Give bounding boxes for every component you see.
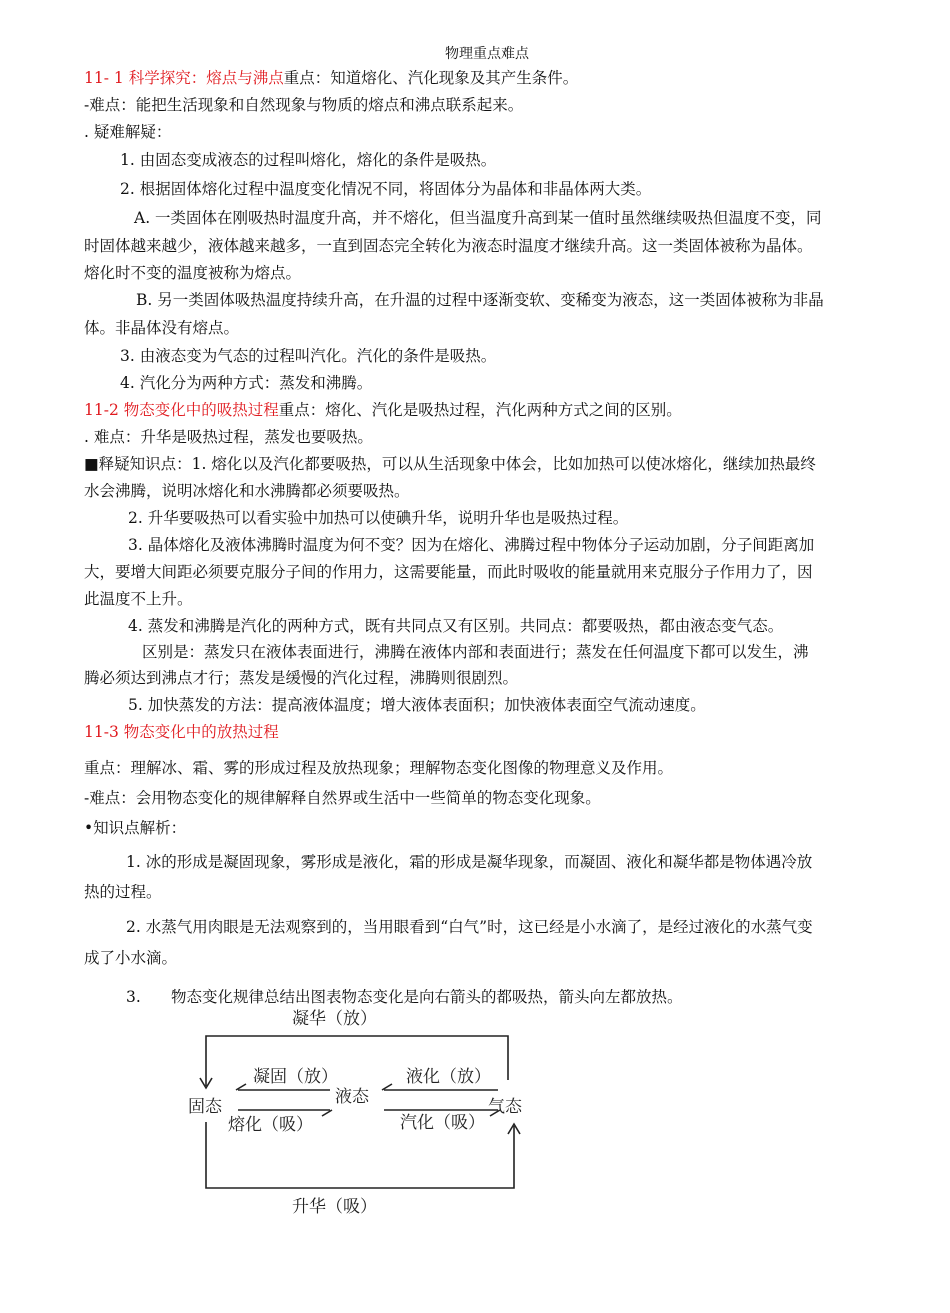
solidify-arrowhead xyxy=(236,1084,246,1090)
paragraph: 体。非晶体没有熔点。 xyxy=(84,319,240,337)
paragraph: 4. 蒸发和沸腾是汽化的两种方式，既有共同点又有区别。共同点：都要吸热，都由液态变气态。 xyxy=(128,617,784,635)
section-2-difficulty: . 难点：升华是吸热过程，蒸发也要吸热。 xyxy=(84,428,373,446)
paragraph: 区别是：蒸发只在液体表面进行，沸腾在液体内部和表面进行；蒸发在任何温度下都可以发生，沸 xyxy=(142,643,809,661)
paragraph: 4. 汽化分为两种方式：蒸发和沸腾。 xyxy=(120,374,373,392)
deposition-label: 凝华（放） xyxy=(292,1009,377,1029)
paragraph: 3. 晶体熔化及液体沸腾时温度为何不变？因为在熔化、沸腾过程中物体分子运动加剧，分子间距离加 xyxy=(128,536,815,554)
paragraph: 水会沸腾，说明冰熔化和水沸腾都必须要吸热。 xyxy=(84,482,410,500)
section-1-qa-heading: . 疑难解疑： xyxy=(84,123,172,141)
condense-label: 液化（放） xyxy=(406,1067,491,1087)
paragraph: B. 另一类固体吸热温度持续升高，在升温的过程中逐渐变软、变稀变为液态，这一类固体被称为非晶 xyxy=(136,291,824,309)
paragraph-number: 3. xyxy=(126,988,141,1006)
condense-arrowhead xyxy=(382,1084,392,1090)
paragraph: 大，要增大间距必须要克服分子间的作用力，这需要能量，而此时吸收的能量就用来克服分子作用力了，因 xyxy=(84,563,813,581)
solid-state-label: 固态 xyxy=(188,1097,222,1117)
paragraph: 时固体越来越少，液体越来越多，一直到固态完全转化为液态时温度才继续升高。这一类固体被称为晶体。 xyxy=(84,237,813,255)
paragraph: 2. 升华要吸热可以看实验中加热可以使碘升华，说明升华也是吸热过程。 xyxy=(128,509,629,527)
paragraph: 熔化时不变的温度被称为熔点。 xyxy=(84,264,302,282)
paragraph: 3. 由液态变为气态的过程叫汽化。汽化的条件是吸热。 xyxy=(120,347,497,365)
paragraph: 1. 由固态变成液态的过程叫熔化，熔化的条件是吸热。 xyxy=(120,151,497,169)
section-3-difficulty: -难点：会用物态变化的规律解释自然界或生活中一些简单的物态变化现象。 xyxy=(84,789,601,807)
vaporize-label: 汽化（吸） xyxy=(400,1113,485,1133)
paragraph: 成了小水滴。 xyxy=(84,949,178,967)
paragraph: 物态变化规律总结出图表物态变化是向右箭头的都吸热，箭头向左都放热。 xyxy=(171,988,683,1006)
sublimation-label: 升华（吸） xyxy=(292,1197,377,1217)
paragraph: 5. 加快蒸发的方法：提高液体温度；增大液体表面积；加快液体表面空气流动速度。 xyxy=(128,696,706,714)
section-2-title: 11-2 物态变化中的吸热过程 xyxy=(84,401,279,419)
section-2-key-points: 重点：熔化、汽化是吸热过程，汽化两种方式之间的区别。 xyxy=(278,401,682,419)
paragraph: 2. 水蒸气用肉眼是无法观察到的，当用眼看到“白气”时，这已经是小水滴了，是经过液化的水蒸气变 xyxy=(126,918,813,936)
paragraph: 此温度不上升。 xyxy=(84,590,193,608)
paragraph: 热的过程。 xyxy=(84,883,162,901)
paragraph: 1. 冰的形成是凝固现象，雾形成是液化，霜的形成是凝华现象，而凝固、液化和凝华都是物体遇冷放 xyxy=(126,853,813,871)
page-title: 物理重点难点 xyxy=(445,46,529,62)
solidify-label: 凝固（放） xyxy=(253,1067,338,1087)
section-3-analysis-heading: •知识点解析： xyxy=(84,819,187,837)
melt-label: 熔化（吸） xyxy=(228,1115,313,1135)
section-1-difficulty: -难点：能把生活现象和自然现象与物质的熔点和沸点联系起来。 xyxy=(84,96,524,114)
liquid-state-label: 液态 xyxy=(335,1087,369,1107)
section-3-title: 11-3 物态变化中的放热过程 xyxy=(84,723,279,741)
melt-arrowhead xyxy=(322,1110,332,1116)
section-3-key-points: 重点：理解冰、霜、雾的形成过程及放热现象；理解物态变化图像的物理意义及作用。 xyxy=(84,759,674,777)
section-1-number: 11- 1 xyxy=(84,69,124,87)
section-1-key-points: 重点：知道熔化、汽化现象及其产生条件。 xyxy=(283,69,579,87)
section-1-title: 科学探究：熔点与沸点 xyxy=(128,69,284,87)
gas-state-label: 气态 xyxy=(488,1097,522,1117)
paragraph: ■释疑知识点：1. 熔化以及汽化都要吸热，可以从生活现象中体会，比如加热可以使冰熔化，继续加热最终 xyxy=(84,455,816,473)
paragraph: 2. 根据固体熔化过程中温度变化情况不同，将固体分为晶体和非晶体两大类。 xyxy=(120,180,652,198)
paragraph: A. 一类固体在刚吸热时温度升高，并不熔化，但当温度升高到某一值时虽然继续吸热但温度不变，同 xyxy=(134,209,822,227)
paragraph: 腾必须达到沸点才行；蒸发是缓慢的汽化过程，沸腾则很剧烈。 xyxy=(84,669,519,687)
